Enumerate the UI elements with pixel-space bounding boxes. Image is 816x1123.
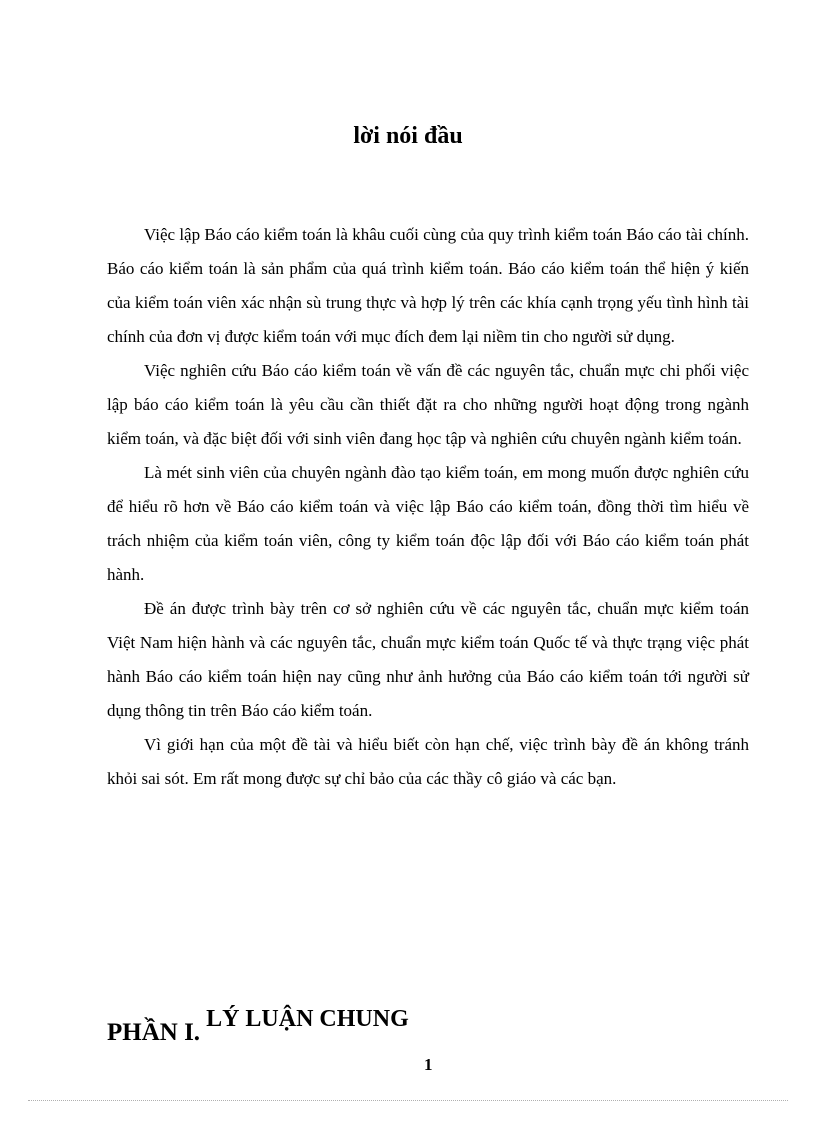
paragraph-3: Là mét sinh viên của chuyên ngành đào tạo kiểm toán, em mong muốn được nghiên cứu để hiểu rõ hơn về Báo cáo kiểm toán và việc lập Báo cáo kiểm toán, đồng thời tìm hiểu về trách nhiệm của kiểm toán viên, công ty kiểm toán độc lập đối với Báo cáo kiểm toán phát hành. bbox=[107, 463, 749, 584]
footer-divider bbox=[28, 1100, 788, 1101]
page-number: 1 bbox=[424, 1055, 433, 1074]
paragraph-5: Vì giới hạn của một đề tài và hiểu biết còn hạn chế, việc trình bày đề án không tránh khỏi sai sót. Em rất mong được sự chỉ bảo của các thầy cô giáo và các bạn. bbox=[107, 735, 749, 788]
section-part-label: PHẦN I. bbox=[107, 1019, 201, 1046]
paragraph-1: Việc lập Báo cáo kiểm toán là khâu cuối cùng của quy trình kiểm toán Báo cáo tài chính. Báo cáo kiểm toán là sản phẩm của quá trình kiểm toán. Báo cáo kiểm toán thể hiện ý kiến của kiểm toán viên xác nhận sù trung thực và hợp lý trên các khía cạnh trọng yếu tình hình tài chính của đơn vị được kiểm toán với mục đích đem lại niềm tin cho người sử dụng. bbox=[107, 225, 749, 346]
paragraph-4: Đề án được trình bày trên cơ sở nghiên cứu về các nguyên tắc, chuẩn mực kiểm toán Việt Nam hiện hành và các nguyên tắc, chuẩn mực kiểm toán Quốc tế và thực trạng việc phát hành Báo cáo kiểm toán hiện nay cũng như ảnh hưởng của Báo cáo kiểm toán tới người sử dụng thông tin trên Báo cáo kiểm toán. bbox=[107, 599, 749, 720]
body-text bbox=[107, 218, 749, 796]
section-part-title: LÝ LUẬN CHUNG bbox=[206, 1006, 409, 1032]
paragraph-2: Việc nghiên cứu Báo cáo kiểm toán về vấn đề các nguyên tắc, chuẩn mực chi phối việc lập báo cáo kiểm toán là yêu cầu cần thiết đặt ra cho những người hoạt động trong ngành kiểm toán, và đặc biệt đối với sinh viên đang học tập và nghiên cứu chuyên ngành kiểm toán. bbox=[107, 361, 749, 448]
section-heading bbox=[107, 1006, 409, 1046]
page-title: lời nói đầu bbox=[353, 123, 463, 149]
